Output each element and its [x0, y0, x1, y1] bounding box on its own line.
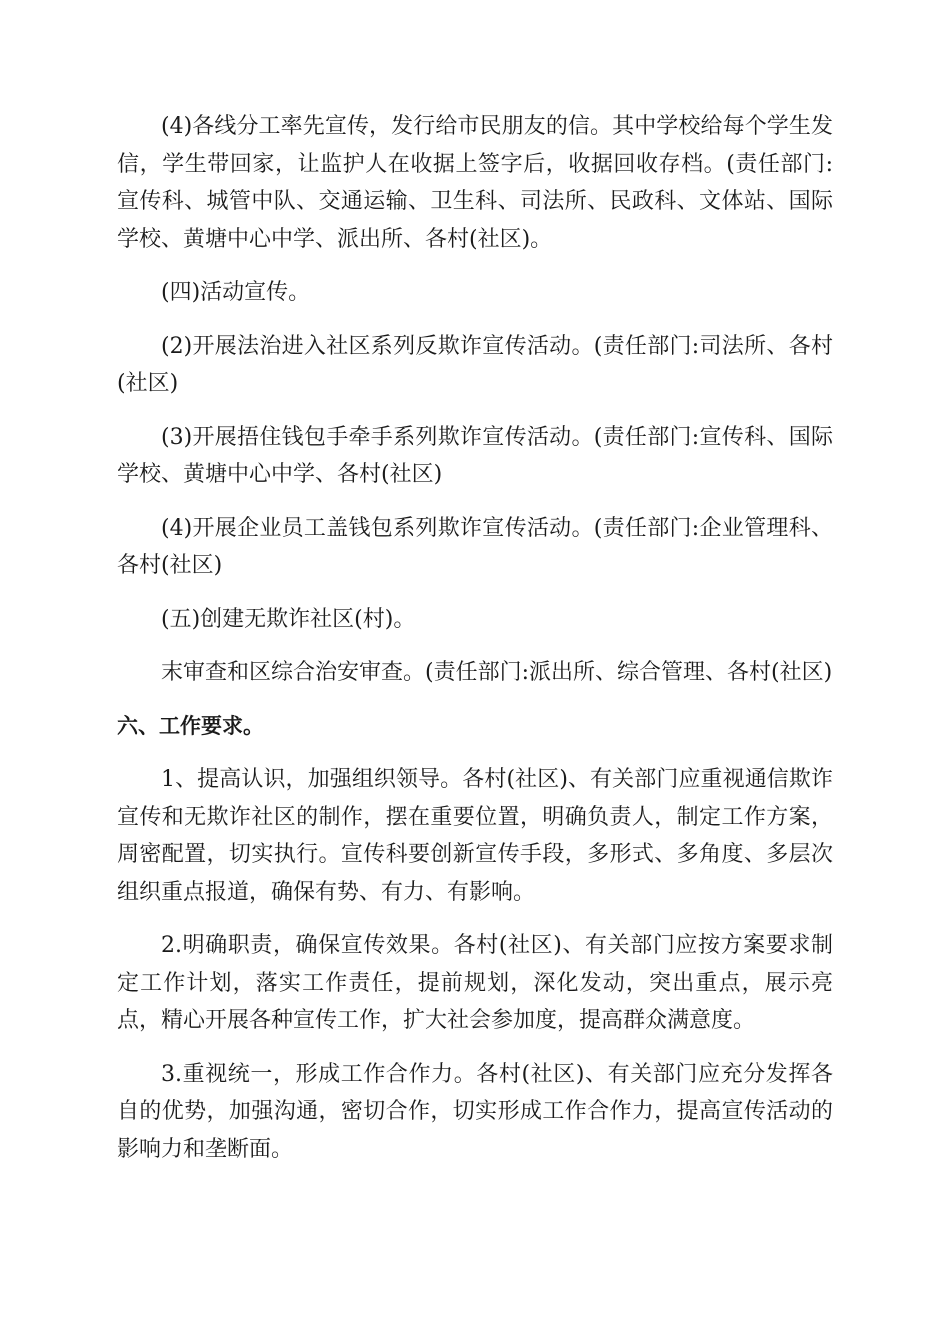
paragraph-security-review: 末审查和区综合治安审查。(责任部门:派出所、综合管理、各村(社区) — [161, 660, 833, 685]
paragraph-requirement-1: 1、提高认识，加强组织领导。各村(社区)、有关部门应重视通信欺诈宣传和无欺诈社区的制作，摆在重要位置，明确负责人，制定工作方案，周密配置，切实执行。宣传科要创新宣传手段，多形式、多角度、多层次组织重点报道，确保有势、有力、有影响。 — [117, 767, 833, 905]
paragraph-letter-distribution: (4)各线分工率先宣传，发行给市民朋友的信。其中学校给每个学生发信，学生带回家，让监护人在收据上签字后，收据回收存档。(责任部门:宣传科、城管中队、交通运输、卫生科、司法所、民政科、文体站、国际学校、黄塘中心中学、派出所、各村(社区)。 — [117, 114, 833, 252]
paragraph-employee-campaign: (4)开展企业员工盖钱包系列欺诈宣传活动。(责任部门:企业管理科、各村(社区) — [117, 515, 833, 578]
paragraph-requirement-3: 3.重视统一，形成工作合作力。各村(社区)、有关部门应充分发挥各自的优势，加强沟通，密切合作，切实形成工作合作力，提高宣传活动的影响力和垄断面。 — [117, 1061, 833, 1162]
paragraph-legal-community: (2)开展法治进入社区系列反欺诈宣传活动。(责任部门:司法所、各村(社区) — [117, 333, 833, 396]
paragraph-wallet-campaign: (3)开展捂住钱包手牵手系列欺诈宣传活动。(责任部门:宣传科、国际学校、黄塘中心中学、各村(社区) — [117, 424, 833, 487]
paragraph-fraud-free-heading: (五)创建无欺诈社区(村)。 — [161, 606, 416, 632]
paragraph-activity-heading: (四)活动宣传。 — [161, 280, 311, 305]
document-body — [117, 108, 833, 1184]
paragraph-requirement-2: 2.明确职责，确保宣传效果。各村(社区)、有关部门应按方案要求制定工作计划，落实工作责任，提前规划，深化发动，突出重点，展示亮点，精心开展各种宣传工作，扩大社会参加度，提高群众满意度。 — [117, 933, 833, 1033]
section-heading-work-requirements: 六、工作要求。 — [117, 713, 264, 738]
